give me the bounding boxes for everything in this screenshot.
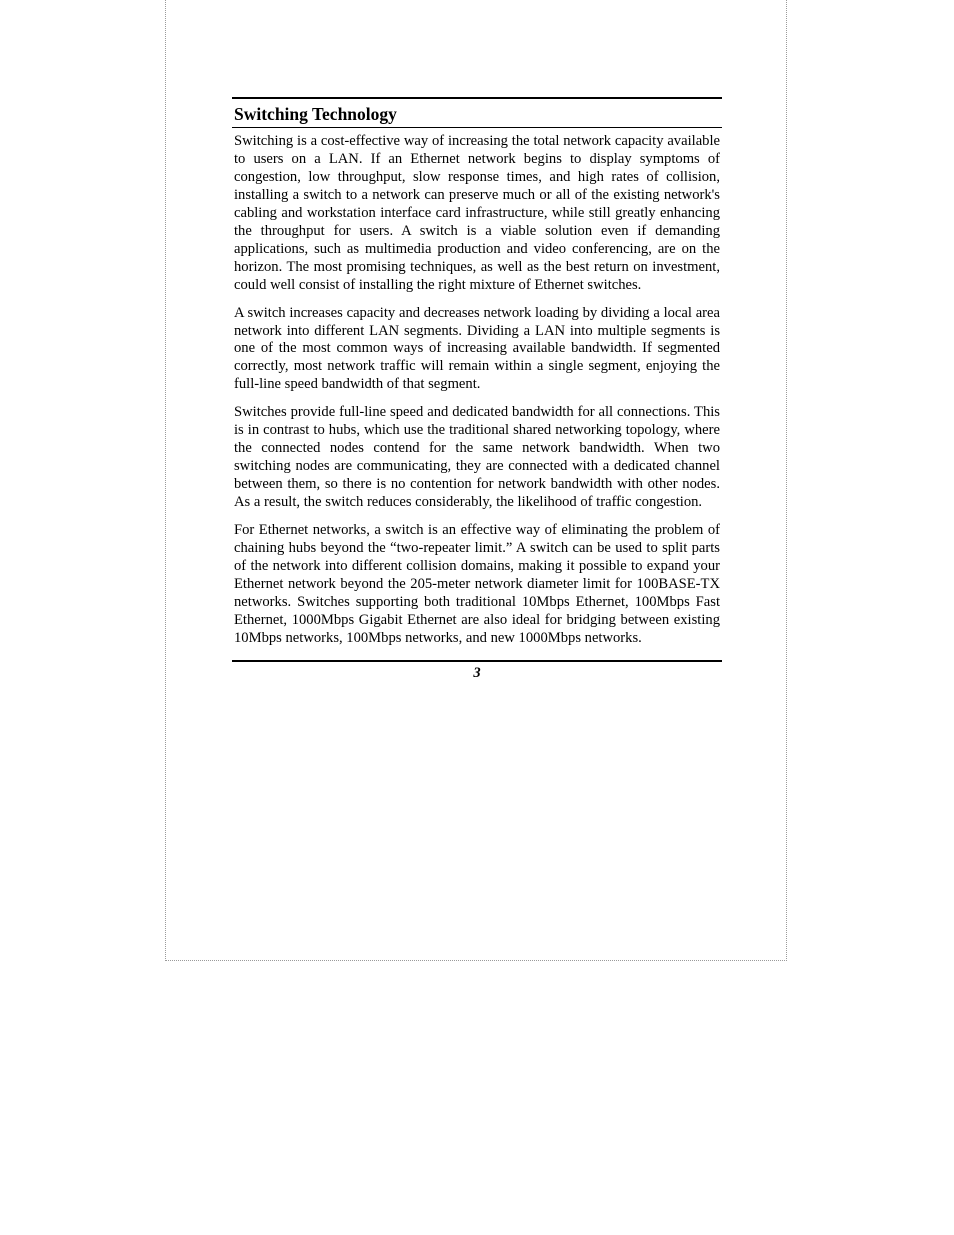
page-content bbox=[232, 97, 722, 682]
paragraph-3: Switches provide full-line speed and dedicated bandwidth for all connections. This is in contrast to hubs, which use the traditional shared networking topology, where the connected nodes contend for the same network bandwidth. When two switching nodes are communicating, they are connected with a dedicated channel between them, so there is no contention for network bandwidth with other nodes. As a result, the switch reduces considerably, the likelihood of traffic congestion. bbox=[234, 404, 720, 511]
body-text bbox=[232, 128, 722, 648]
paragraph-2: A switch increases capacity and decreases network loading by dividing a local area network into different LAN segments. Dividing a LAN into multiple segments is one of the most common ways of increasing available bandwidth. If segmented correctly, most network traffic will remain within a single segment, enjoying the full-line speed bandwidth of that segment. bbox=[234, 304, 720, 393]
page-number: 3 bbox=[473, 664, 481, 681]
paragraph-1: Switching is a cost-effective way of increasing the total network capacity available to users on a LAN. If an Ethernet network begins to display symptoms of congestion, low throughput, slow response times, and high rates of collision, installing a switch to a network can preserve much or all of the existing network's cabling and workstation interface card infrastructure, while still greatly enhancing the throughput for users. A switch is a viable solution even if demanding applications, such as multimedia production and video conferencing, are on the horizon. The most promising techniques, as well as the best return on investment, could well consist of installing the right mixture of Ethernet switches. bbox=[234, 133, 720, 293]
section-title: Switching Technology bbox=[234, 104, 397, 124]
paragraph-4: For Ethernet networks, a switch is an effective way of eliminating the problem of chaining hubs beyond the “two-repeater limit.” A switch can be used to split parts of the network into different collision domains, making it possible to expand your Ethernet network beyond the 205-meter network diameter limit for 100BASE-TX networks. Switches supporting both traditional 10Mbps Ethernet, 100Mbps Fast Ethernet, 1000Mbps Gigabit Ethernet are also ideal for bridging between existing 10Mbps networks, 100Mbps networks, and new 1000Mbps networks. bbox=[234, 522, 720, 646]
